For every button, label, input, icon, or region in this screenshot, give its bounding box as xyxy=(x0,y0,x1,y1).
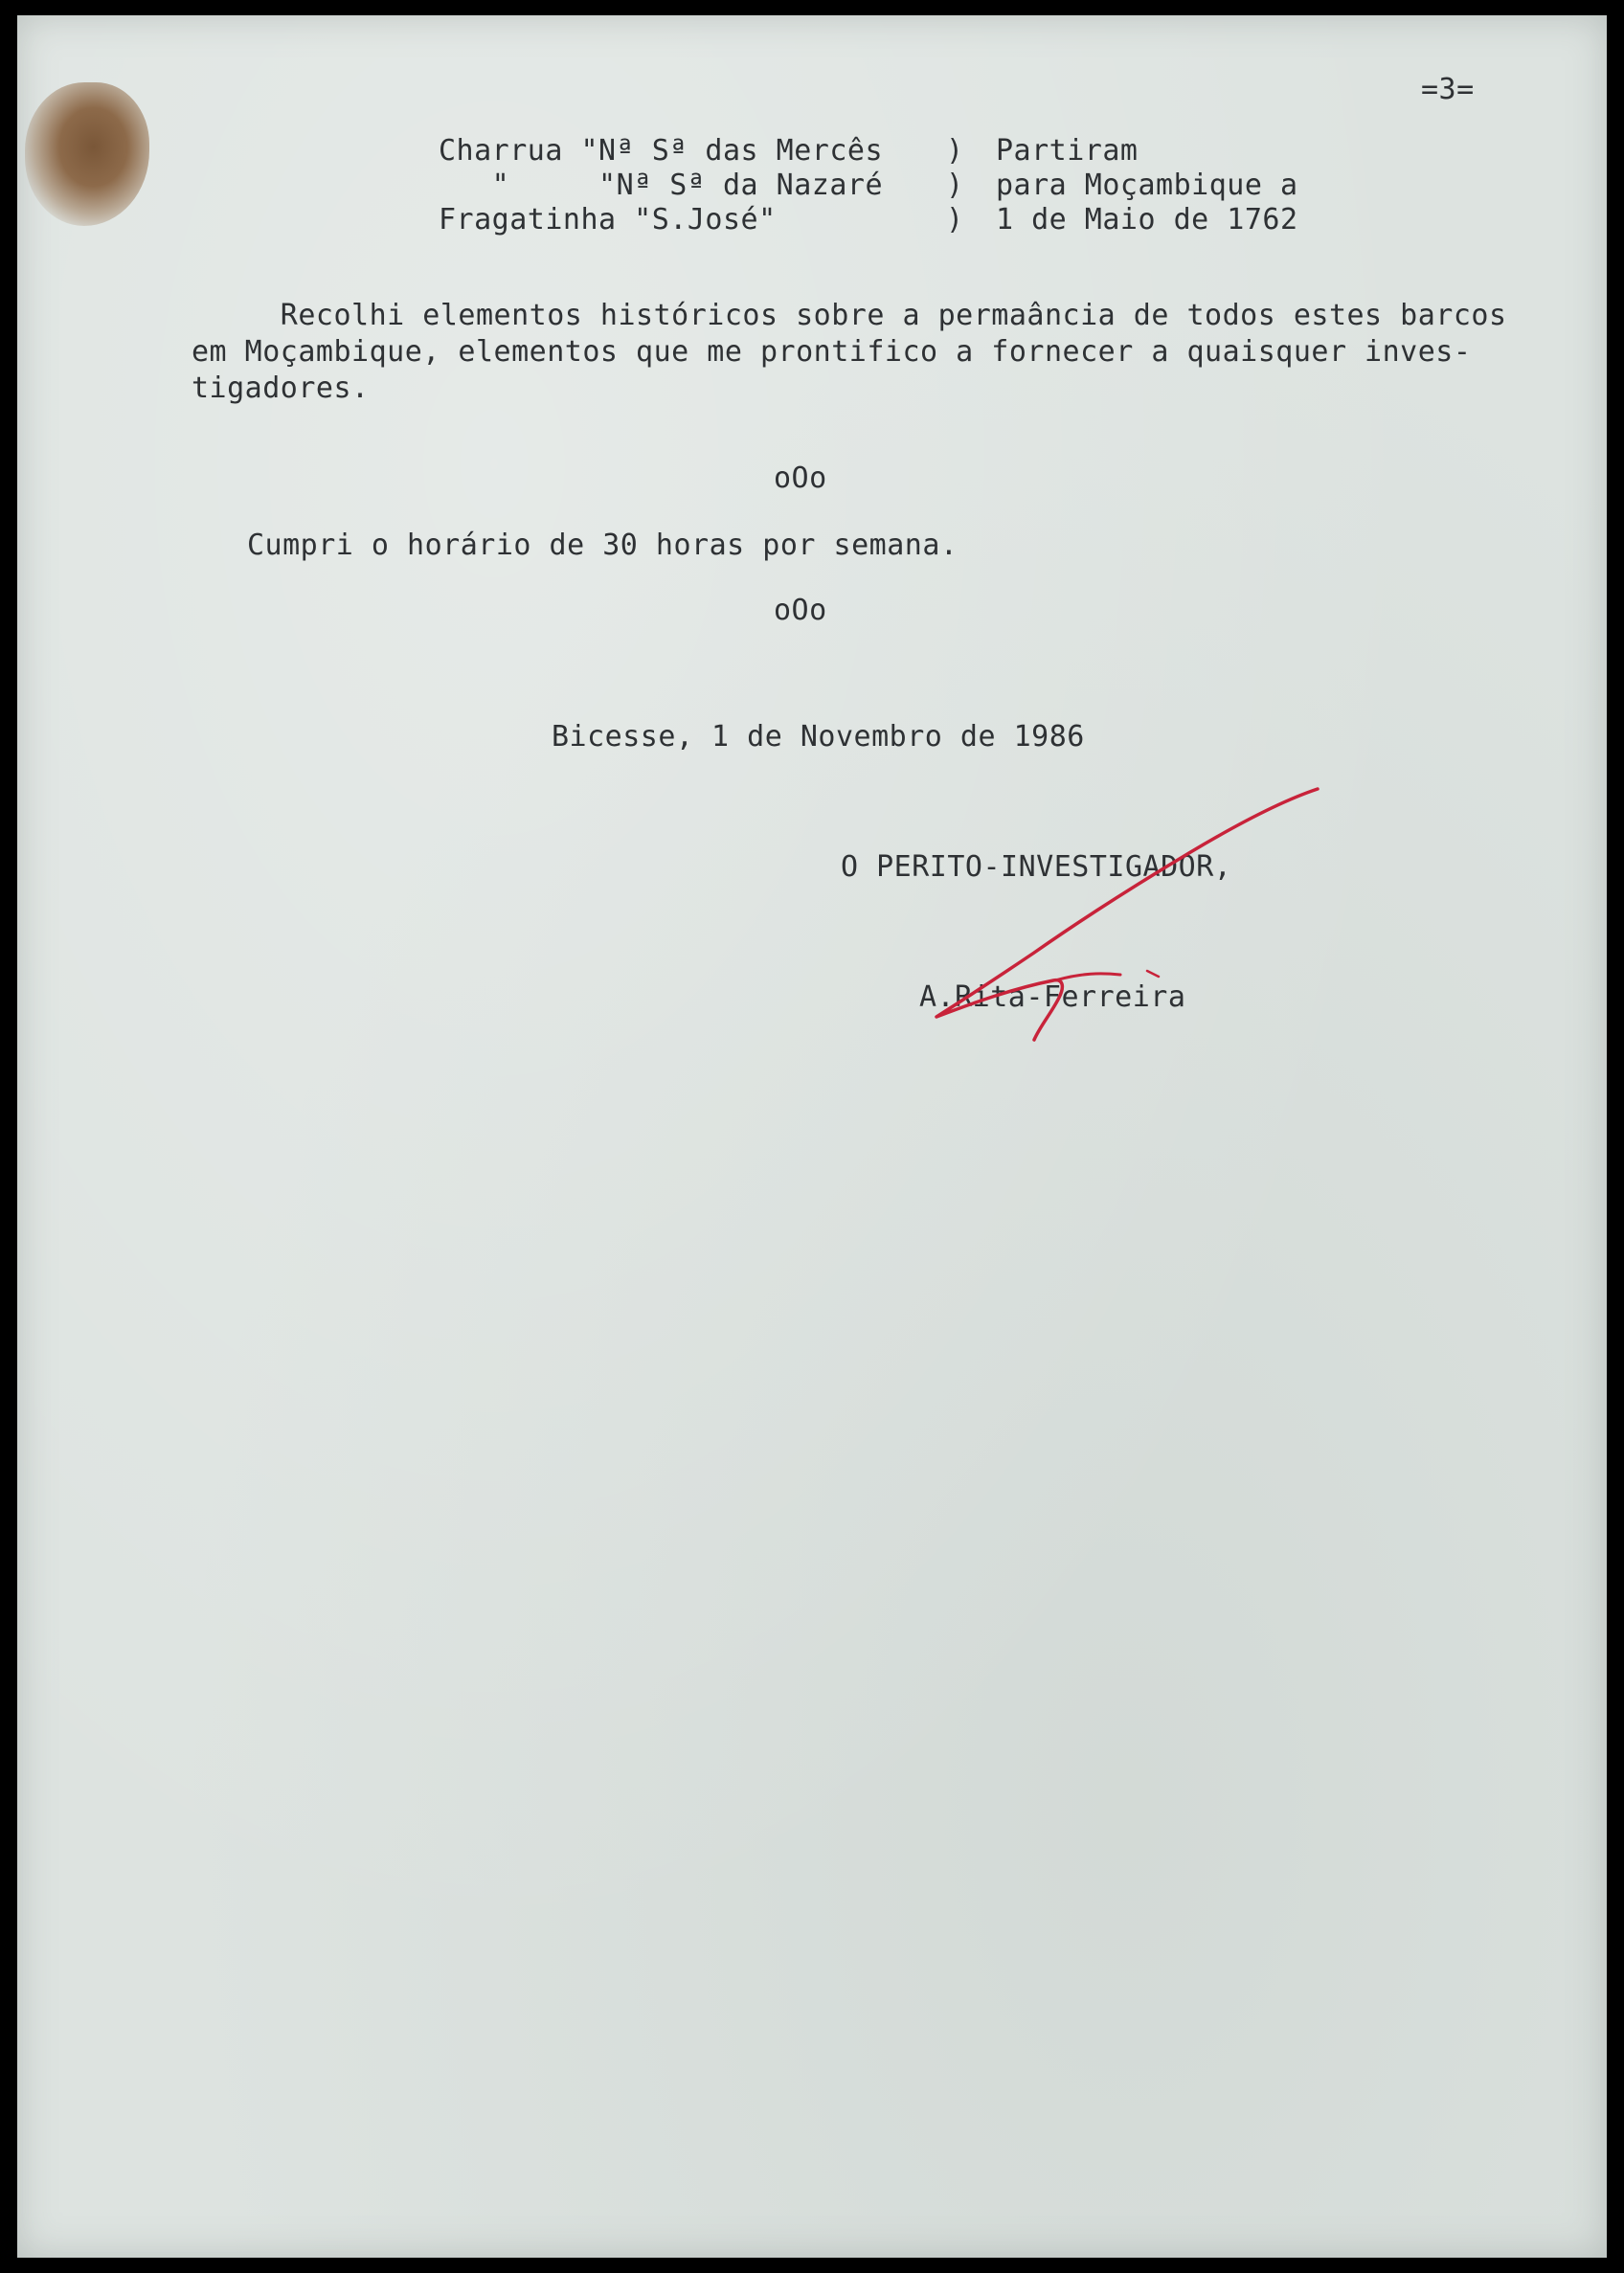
ship-note: 1 de Maio de 1762 xyxy=(996,203,1298,236)
ship-name: Charrua "Nª Sª das Mercês xyxy=(439,134,884,168)
bracket: ) xyxy=(946,203,964,236)
bracket: ) xyxy=(946,134,964,168)
ship-name: Fragatinha "S.José" xyxy=(439,203,777,236)
ship-row xyxy=(0,203,1624,241)
ship-note: Partiram xyxy=(996,134,1139,168)
ship-row xyxy=(0,134,1624,172)
section-separator: oOo xyxy=(774,594,827,627)
handwritten-signature xyxy=(919,776,1341,1053)
ship-name: " "Nª Sª da Nazaré xyxy=(439,169,884,202)
signatory-role: O PERITO-INVESTIGADOR, xyxy=(841,850,1232,884)
section-separator: oOo xyxy=(774,461,827,495)
paragraph-line: em Moçambique, elementos que me prontifico a fornecer a quaisquer inves- xyxy=(192,335,1472,369)
page-number: =3= xyxy=(1421,73,1475,106)
ship-row xyxy=(0,169,1624,207)
hours-note: Cumpri o horário de 30 horas por semana. xyxy=(247,529,959,562)
paragraph-line: tigadores. xyxy=(192,371,370,405)
ship-note: para Moçambique a xyxy=(996,169,1298,202)
paragraph-line: Recolhi elementos históricos sobre a permaância de todos estes barcos xyxy=(192,299,1507,332)
signatory-name: A.Rita-Ferreira xyxy=(919,980,1186,1014)
bracket: ) xyxy=(946,169,964,202)
place-date: Bicesse, 1 de Novembro de 1986 xyxy=(552,720,1085,754)
